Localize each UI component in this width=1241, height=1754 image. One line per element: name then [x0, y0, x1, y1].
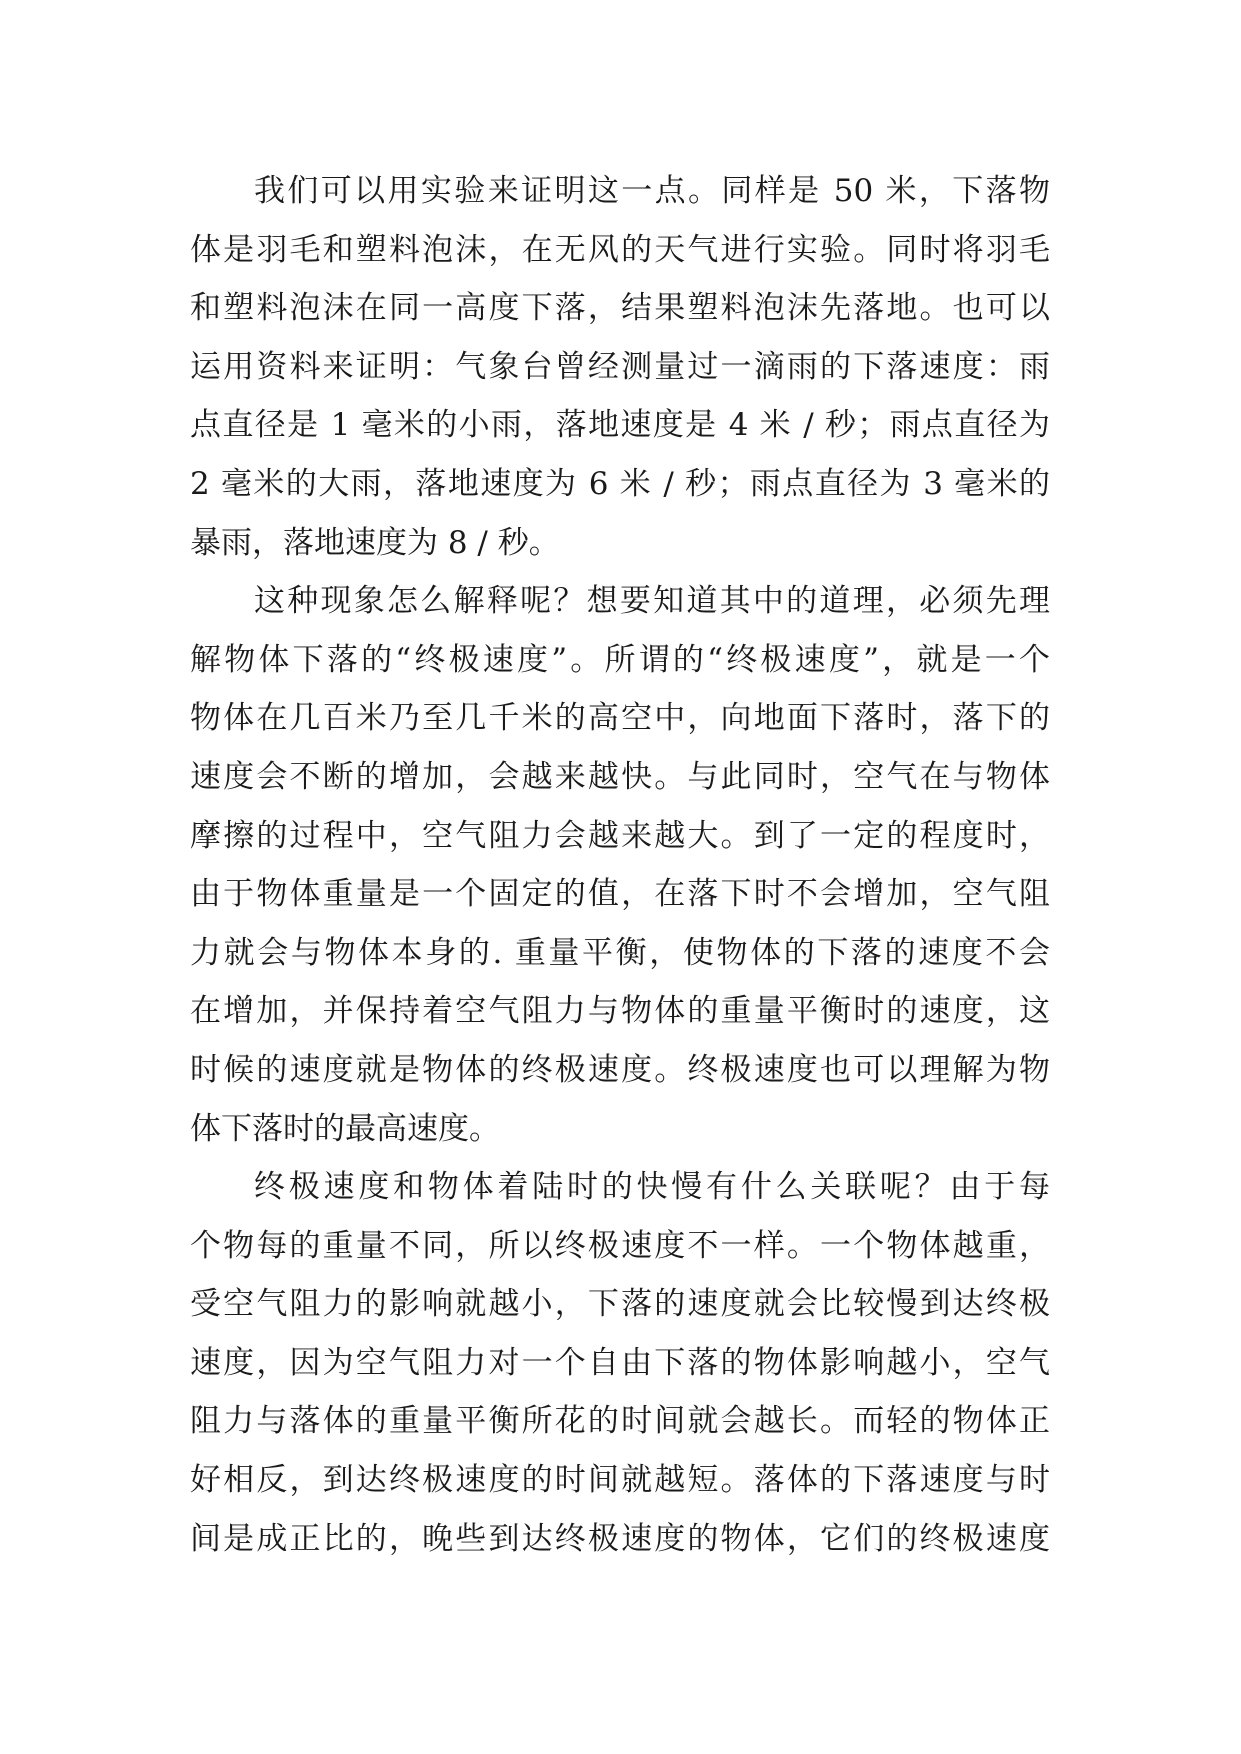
- text-line: 阻力与落体的重量平衡所花的时间就会越长。而轻的物体正: [190, 1403, 1050, 1440]
- text-line: 受空气阻力的影响就越小，下落的速度就会比较慢到达终极: [190, 1286, 1050, 1323]
- text-line: 这种现象怎么解释呢？想要知道其中的道理，必须先理: [254, 583, 1050, 620]
- text-line: 暴雨，落地速度为 8 / 秒。: [190, 524, 560, 561]
- paragraph-experiment: [190, 162, 1050, 572]
- text-line: 和塑料泡沫在同一高度下落，结果塑料泡沫先落地。也可以: [190, 290, 1050, 327]
- text-line: 好相反，到达终极速度的时间就越短。落体的下落速度与时: [190, 1462, 1050, 1499]
- paragraph-landing-speed: [190, 1158, 1050, 1568]
- text-line: 点直径是 1 毫米的小雨，落地速度是 4 米 / 秒；雨点直径为: [190, 407, 1050, 444]
- text-line: 体下落时的最高速度。: [190, 1110, 500, 1147]
- text-line: 2 毫米的大雨，落地速度为 6 米 / 秒；雨点直径为 3 毫米的: [190, 465, 1050, 502]
- text-line: 体是羽毛和塑料泡沫，在无风的天气进行实验。同时将羽毛: [190, 231, 1050, 268]
- text-line: 终极速度和物体着陆时的快慢有什么关联呢？由于每: [254, 1169, 1050, 1206]
- text-line: 运用资料来证明：气象台曾经测量过一滴雨的下落速度：雨: [190, 348, 1050, 385]
- text-line: 时候的速度就是物体的终极速度。终极速度也可以理解为物: [190, 1051, 1050, 1088]
- text-line: 速度会不断的增加，会越来越快。与此同时，空气在与物体: [190, 758, 1050, 795]
- text-line: 速度，因为空气阻力对一个自由下落的物体影响越小，空气: [190, 1344, 1050, 1381]
- text-line: 物体在几百米乃至几千米的高空中，向地面下落时，落下的: [190, 700, 1050, 737]
- text-line: 解物体下落的“终极速度”。所谓的“终极速度”，就是一个: [190, 641, 1050, 678]
- text-line: 力就会与物体本身的. 重量平衡，使物体的下落的速度不会: [190, 934, 1050, 971]
- text-line: 由于物体重量是一个固定的值，在落下时不会增加，空气阻: [190, 876, 1050, 913]
- text-line: 在增加，并保持着空气阻力与物体的重量平衡时的速度，这: [190, 993, 1050, 1030]
- text-line: 间是成正比的，晚些到达终极速度的物体，它们的终极速度: [190, 1520, 1050, 1557]
- body-text: [190, 162, 1050, 1568]
- text-line: 我们可以用实验来证明这一点。同样是 50 米，下落物: [254, 173, 1050, 209]
- text-line: 个物每的重量不同，所以终极速度不一样。一个物体越重，: [190, 1227, 1050, 1264]
- paragraph-terminal-velocity: [190, 572, 1050, 1158]
- text-line: 摩擦的过程中，空气阻力会越来越大。到了一定的程度时，: [190, 817, 1050, 854]
